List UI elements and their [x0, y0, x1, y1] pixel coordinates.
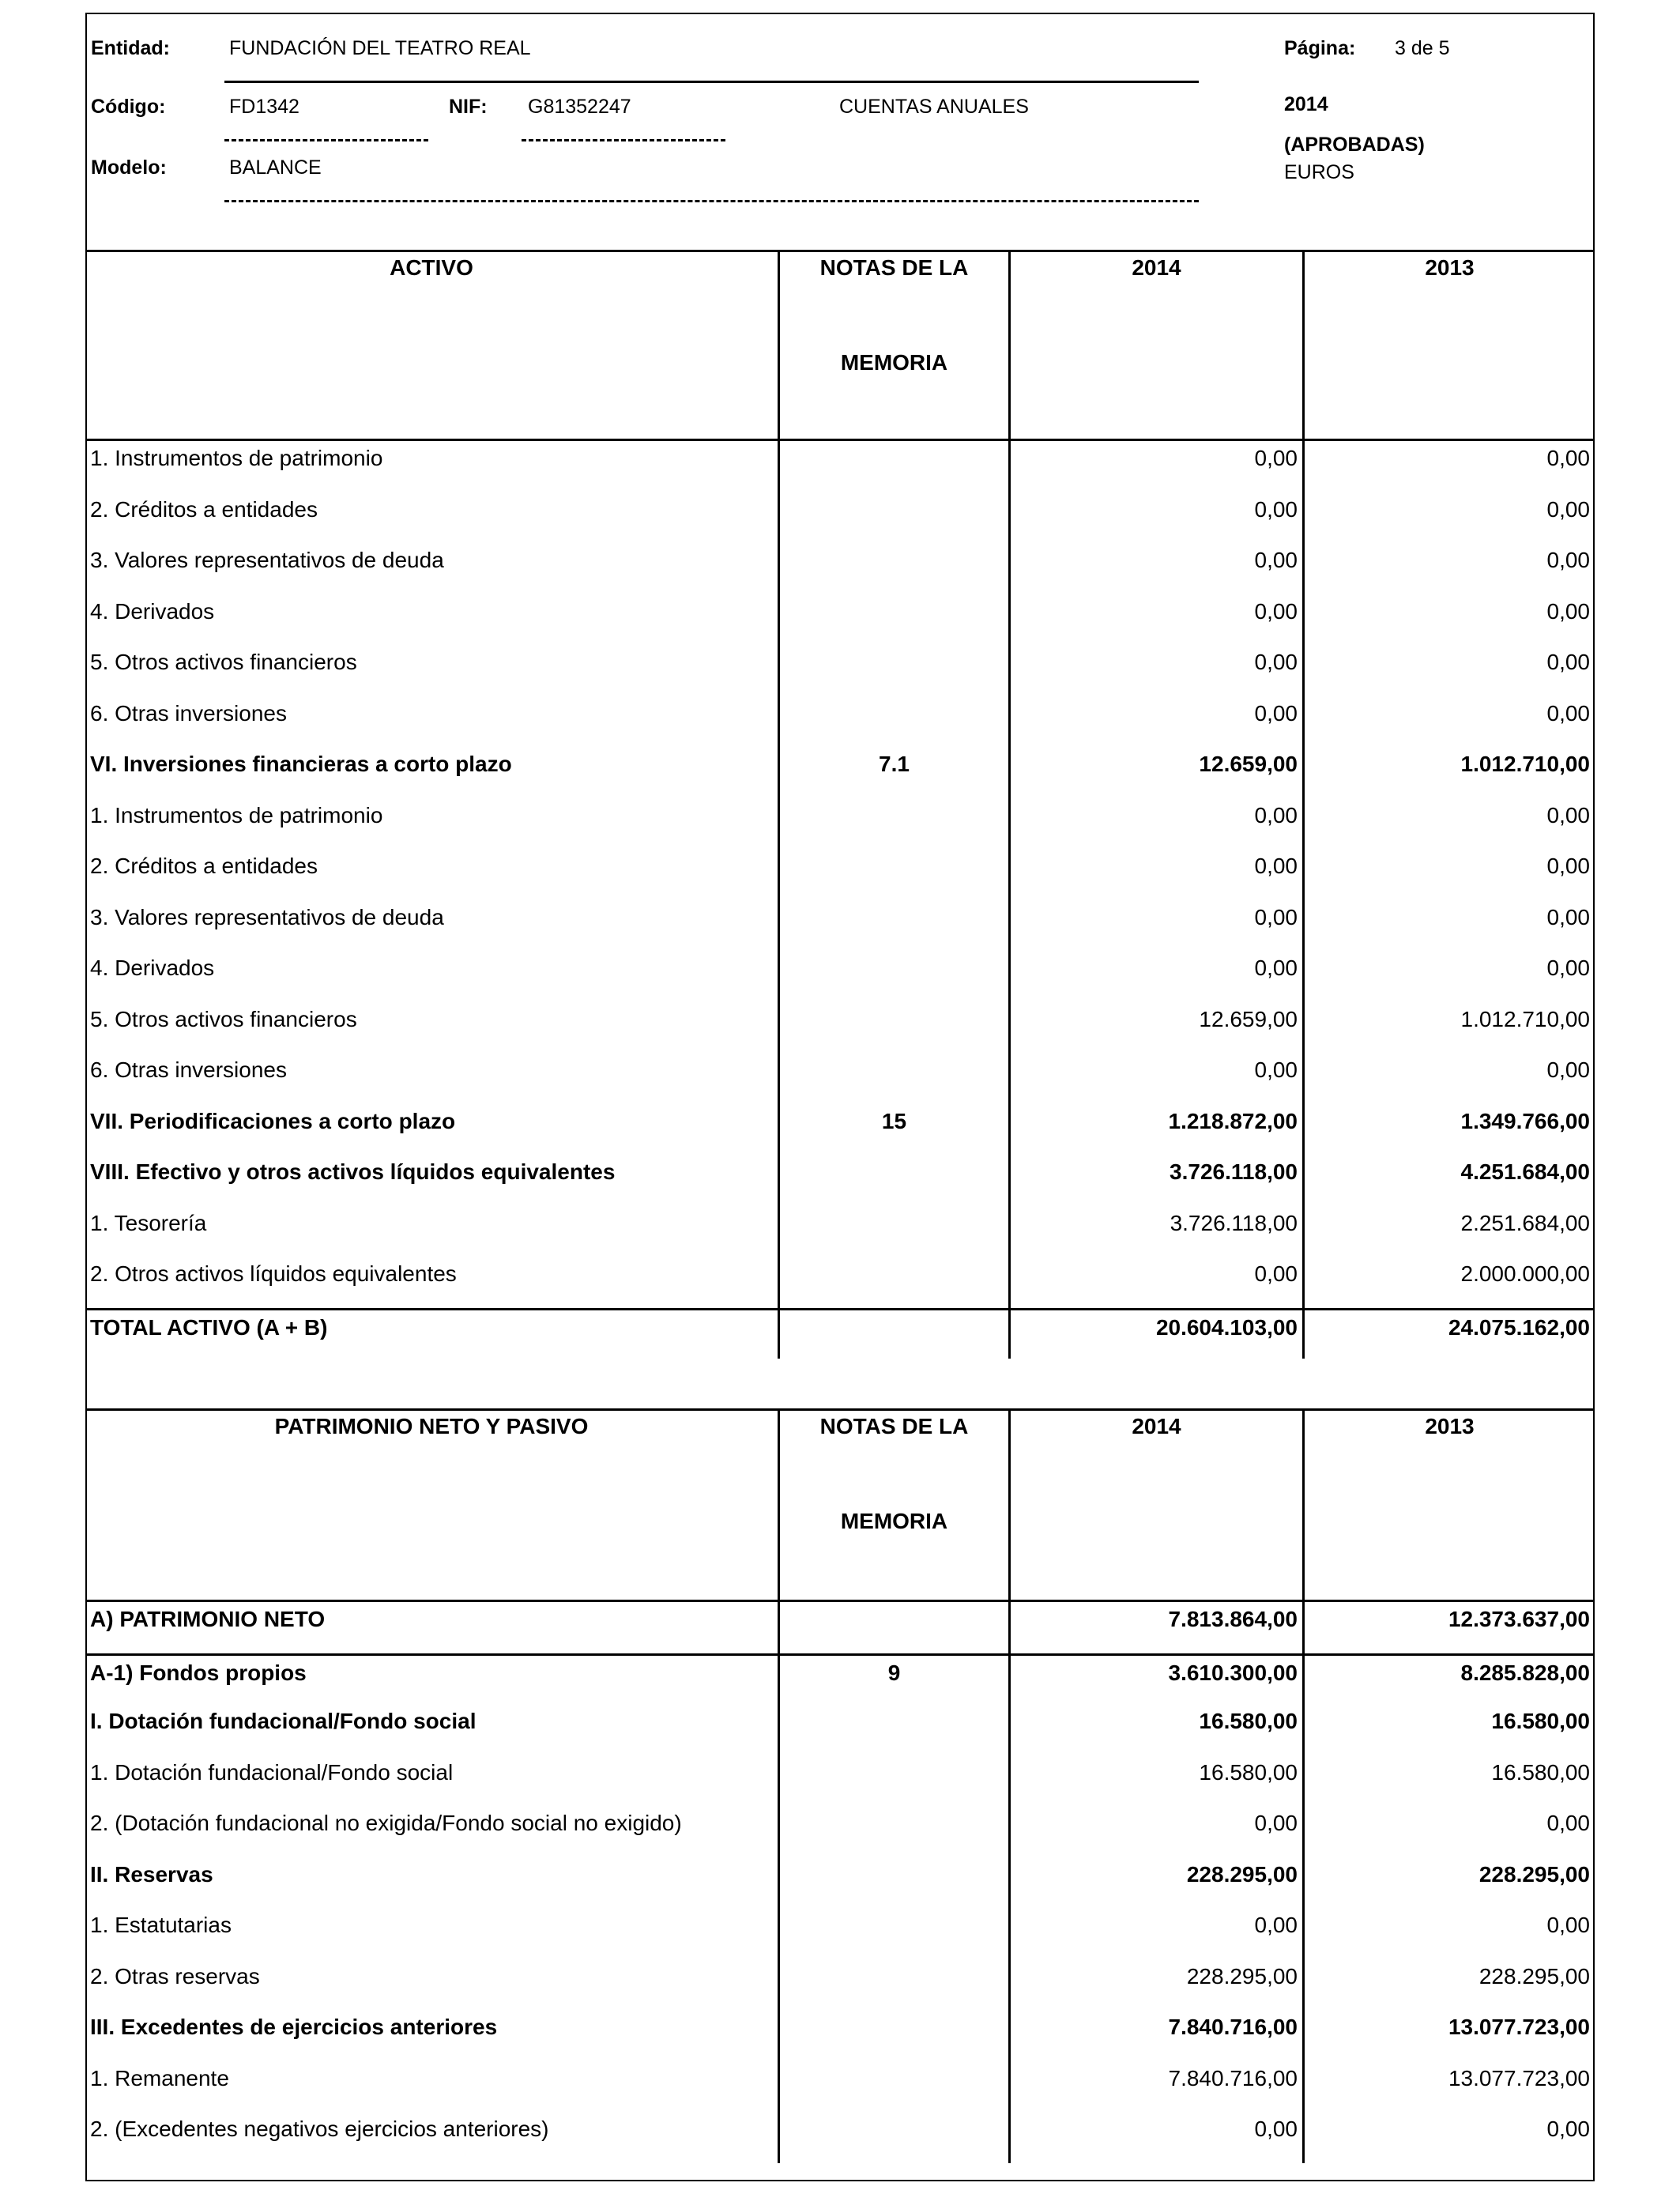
pasivo-cell-y2: 228.295,00 [1302, 1857, 1595, 1909]
activo-cell-y2: 0,00 [1302, 441, 1595, 492]
activo-cell-label: 2. Créditos a entidades [90, 854, 318, 878]
activo-cell-y2: 0,00 [1302, 951, 1595, 1002]
modelo-label: Modelo: [91, 156, 167, 179]
activo-cell-y1: 3.726.118,00 [1008, 1206, 1302, 1257]
activo-row [85, 543, 1595, 594]
activo-cell-y2: 4.251.684,00 [1302, 1155, 1595, 1206]
pasivo-cell-y1: 7.813.864,00 [1008, 1602, 1302, 1653]
section-spacer [85, 1359, 1595, 1411]
pasivo-row [85, 2061, 1595, 2113]
pasivo-cell-note [778, 2061, 1008, 2113]
activo-cell-y2: 2.000.000,00 [1302, 1257, 1595, 1308]
activo-notes-line2: MEMORIA [840, 350, 948, 375]
pasivo-notes-line2: MEMORIA [840, 1509, 948, 1533]
activo-cell-label: 2. Otros activos líquidos equivalentes [90, 1261, 457, 1286]
pasivo-cell-y2: 228.295,00 [1302, 1959, 1595, 2011]
pasivo-cell-label: 2. (Excedentes negativos ejercicios anteriores) [90, 2117, 549, 2141]
nif-underline [522, 139, 725, 141]
activo-row [85, 492, 1595, 544]
pasivo-row [85, 1653, 1595, 1705]
activo-cell-y1: 12.659,00 [1008, 1002, 1302, 1054]
pasivo-table [85, 1411, 1595, 2163]
pasivo-cell-y1: 16.580,00 [1008, 1704, 1302, 1755]
pasivo-cell-y1: 3.610.300,00 [1008, 1656, 1302, 1705]
activo-cell-label: 1. Tesorería [90, 1210, 207, 1235]
activo-cell-label: 5. Otros activos financieros [90, 650, 357, 674]
pasivo-cell-note [778, 1806, 1008, 1857]
activo-cell-label: VIII. Efectivo y otros activos líquidos equivalentes [90, 1159, 616, 1184]
nif-label: NIF: [449, 96, 488, 118]
pasivo-cell-y1: 0,00 [1008, 1908, 1302, 1959]
activo-cell-y2: 24.075.162,00 [1302, 1310, 1595, 1359]
pasivo-cell-note: 9 [778, 1656, 1008, 1705]
activo-cell-y2: 0,00 [1302, 696, 1595, 748]
codigo-label: Código: [91, 96, 166, 118]
activo-notes-line1: NOTAS DE LA [819, 255, 969, 280]
pasivo-row [85, 1602, 1595, 1653]
pasivo-cell-y2: 16.580,00 [1302, 1704, 1595, 1755]
pasivo-cell-note [778, 1857, 1008, 1909]
pasivo-row [85, 1908, 1595, 1959]
activo-row [85, 1104, 1595, 1155]
activo-cell-label: 6. Otras inversiones [90, 1057, 287, 1082]
pasivo-cell-y2: 12.373.637,00 [1302, 1602, 1595, 1653]
modelo-value: BALANCE [229, 156, 322, 179]
activo-row [85, 1206, 1595, 1257]
pasivo-header-label [85, 1411, 778, 1600]
pasivo-row [85, 2112, 1595, 2163]
activo-cell-note [778, 1053, 1008, 1104]
activo-cell-label: 1. Instrumentos de patrimonio [90, 802, 383, 827]
activo-cell-y1: 0,00 [1008, 900, 1302, 952]
activo-cell-label: 4. Derivados [90, 598, 215, 624]
activo-cell-y1: 0,00 [1008, 798, 1302, 850]
activo-header-2013 [1302, 252, 1595, 439]
pasivo-row [85, 1959, 1595, 2011]
pasivo-cell-label: 1. Estatutarias [90, 1913, 232, 1937]
activo-cell-y1: 12.659,00 [1008, 747, 1302, 798]
pasivo-header-2014 [1008, 1411, 1302, 1600]
activo-row [85, 645, 1595, 696]
activo-cell-label: 1. Instrumentos de patrimonio [90, 446, 383, 470]
activo-row [85, 1155, 1595, 1206]
activo-year2-text: 2013 [1425, 255, 1475, 280]
activo-cell-y1: 0,00 [1008, 1053, 1302, 1104]
activo-cell-note [778, 1310, 1008, 1359]
pasivo-cell-y1: 7.840.716,00 [1008, 2010, 1302, 2061]
pasivo-cell-y1: 0,00 [1008, 2112, 1302, 2163]
activo-row [85, 849, 1595, 900]
activo-row [85, 441, 1595, 492]
pasivo-cell-y2: 16.580,00 [1302, 1755, 1595, 1807]
document-type: CUENTAS ANUALES [839, 96, 1029, 118]
pasivo-cell-label: A-1) Fondos propios [90, 1660, 307, 1685]
activo-cell-label: TOTAL ACTIVO (A + B) [90, 1314, 328, 1340]
activo-cell-label: 4. Derivados [90, 956, 215, 980]
pasivo-row [85, 1704, 1595, 1755]
pasivo-year2-text: 2013 [1425, 1414, 1475, 1438]
pasivo-cell-note [778, 1602, 1008, 1653]
activo-cell-y2: 0,00 [1302, 849, 1595, 900]
activo-row [85, 798, 1595, 850]
activo-row [85, 1002, 1595, 1054]
activo-header-text: ACTIVO [390, 255, 473, 280]
activo-year1-text: 2014 [1132, 255, 1181, 280]
activo-header [85, 250, 1595, 441]
activo-cell-note [778, 696, 1008, 748]
activo-cell-label: VII. Periodificaciones a corto plazo [90, 1108, 456, 1133]
pasivo-row [85, 1806, 1595, 1857]
pasivo-notes-line1: NOTAS DE LA [819, 1414, 969, 1438]
activo-cell-y2: 1.012.710,00 [1302, 747, 1595, 798]
activo-cell-y1: 3.726.118,00 [1008, 1155, 1302, 1206]
balance-tables [85, 250, 1595, 2163]
activo-cell-y1: 20.604.103,00 [1008, 1310, 1302, 1359]
activo-cell-label: 5. Otros activos financieros [90, 1006, 357, 1031]
year-label: 2014 [1284, 93, 1328, 115]
activo-cell-y2: 2.251.684,00 [1302, 1206, 1595, 1257]
activo-row [85, 1308, 1595, 1359]
pasivo-cell-note [778, 1755, 1008, 1807]
activo-cell-note: 15 [778, 1104, 1008, 1155]
activo-row [85, 747, 1595, 798]
pasivo-cell-y1: 16.580,00 [1008, 1755, 1302, 1807]
activo-table [85, 250, 1595, 1359]
activo-cell-y2: 0,00 [1302, 594, 1595, 646]
activo-cell-y1: 0,00 [1008, 696, 1302, 748]
activo-row [85, 1257, 1595, 1308]
activo-row [85, 1053, 1595, 1104]
activo-row [85, 594, 1595, 646]
activo-row [85, 951, 1595, 1002]
pasivo-cell-y1: 228.295,00 [1008, 1959, 1302, 2011]
activo-header-2014 [1008, 252, 1302, 439]
activo-cell-label: 2. Créditos a entidades [90, 496, 318, 522]
activo-cell-label: 3. Valores representativos de deuda [90, 904, 444, 929]
pasivo-cell-y1: 228.295,00 [1008, 1857, 1302, 1909]
activo-cell-note [778, 951, 1008, 1002]
activo-cell-note [778, 1206, 1008, 1257]
activo-cell-y2: 0,00 [1302, 1053, 1595, 1104]
activo-cell-note [778, 492, 1008, 544]
pasivo-header-text: PATRIMONIO NETO Y PASIVO [274, 1414, 589, 1438]
pasivo-cell-label: III. Excedentes de ejercicios anteriores [90, 2015, 498, 2039]
activo-cell-y2: 1.012.710,00 [1302, 1002, 1595, 1054]
activo-cell-note [778, 441, 1008, 492]
currency-label: EUROS [1284, 161, 1354, 183]
pagina-label: Página: [1284, 37, 1356, 59]
activo-cell-note [778, 645, 1008, 696]
entidad-underline [224, 81, 1199, 83]
pasivo-cell-y2: 8.285.828,00 [1302, 1656, 1595, 1705]
pasivo-cell-note [778, 1704, 1008, 1755]
pasivo-rows [85, 1602, 1595, 2163]
pasivo-cell-note [778, 2010, 1008, 2061]
pasivo-header [85, 1411, 1595, 1602]
activo-cell-y1: 0,00 [1008, 1257, 1302, 1308]
codigo-underline [224, 139, 428, 141]
activo-cell-note: 7.1 [778, 747, 1008, 798]
pasivo-header-notes [778, 1411, 1008, 1600]
pasivo-row [85, 2010, 1595, 2061]
activo-cell-label: 3. Valores representativos de deuda [90, 548, 444, 572]
pasivo-cell-y2: 13.077.723,00 [1302, 2010, 1595, 2061]
activo-cell-y1: 0,00 [1008, 492, 1302, 544]
activo-cell-y2: 0,00 [1302, 798, 1595, 850]
activo-cell-y2: 1.349.766,00 [1302, 1104, 1595, 1155]
activo-header-label [85, 252, 778, 439]
pasivo-cell-label: I. Dotación fundacional/Fondo social [90, 1709, 477, 1733]
pasivo-cell-label: 1. Dotación fundacional/Fondo social [90, 1759, 454, 1785]
activo-cell-note [778, 1155, 1008, 1206]
pasivo-cell-label: II. Reservas [90, 1861, 213, 1887]
activo-header-notes [778, 252, 1008, 439]
pasivo-cell-label: 2. (Dotación fundacional no exigida/Fondo social no exigido) [90, 1811, 682, 1835]
activo-cell-label: VI. Inversiones financieras a corto plazo [90, 752, 512, 776]
activo-cell-y2: 0,00 [1302, 900, 1595, 952]
pasivo-cell-label: A) PATRIMONIO NETO [90, 1607, 326, 1631]
entidad-value: FUNDACIÓN DEL TEATRO REAL [229, 37, 531, 59]
pagina-value: 3 de 5 [1395, 37, 1450, 59]
status-label: (APROBADAS) [1284, 134, 1425, 156]
pasivo-cell-note [778, 2112, 1008, 2163]
pasivo-row [85, 1857, 1595, 1909]
pasivo-header-2013 [1302, 1411, 1595, 1600]
pasivo-row [85, 1755, 1595, 1807]
activo-cell-y1: 0,00 [1008, 543, 1302, 594]
activo-cell-y1: 1.218.872,00 [1008, 1104, 1302, 1155]
pasivo-year1-text: 2014 [1132, 1414, 1181, 1438]
activo-cell-note [778, 594, 1008, 646]
activo-row [85, 900, 1595, 952]
pasivo-cell-y2: 0,00 [1302, 1908, 1595, 1959]
activo-cell-note [778, 1257, 1008, 1308]
activo-cell-y1: 0,00 [1008, 441, 1302, 492]
activo-cell-y1: 0,00 [1008, 849, 1302, 900]
activo-cell-note [778, 798, 1008, 850]
pasivo-cell-label: 2. Otras reservas [90, 1963, 260, 1989]
activo-rows [85, 441, 1595, 1359]
pasivo-cell-y2: 0,00 [1302, 2112, 1595, 2163]
pasivo-cell-y2: 0,00 [1302, 1806, 1595, 1857]
pasivo-cell-y1: 7.840.716,00 [1008, 2061, 1302, 2113]
activo-cell-y2: 0,00 [1302, 645, 1595, 696]
pasivo-cell-note [778, 1959, 1008, 2011]
activo-cell-label: 6. Otras inversiones [90, 700, 287, 726]
activo-cell-note [778, 900, 1008, 952]
activo-cell-y1: 0,00 [1008, 951, 1302, 1002]
codigo-value: FD1342 [229, 96, 299, 118]
pasivo-cell-label: 1. Remanente [90, 2065, 229, 2090]
activo-cell-y1: 0,00 [1008, 594, 1302, 646]
activo-cell-note [778, 849, 1008, 900]
activo-cell-y2: 0,00 [1302, 543, 1595, 594]
activo-cell-y1: 0,00 [1008, 645, 1302, 696]
nif-value: G81352247 [528, 96, 631, 118]
pasivo-cell-y2: 13.077.723,00 [1302, 2061, 1595, 2113]
activo-cell-note [778, 543, 1008, 594]
activo-cell-y2: 0,00 [1302, 492, 1595, 544]
activo-row [85, 696, 1595, 748]
entidad-label: Entidad: [91, 37, 170, 59]
pasivo-cell-note [778, 1908, 1008, 1959]
pasivo-cell-y1: 0,00 [1008, 1806, 1302, 1857]
modelo-underline [224, 200, 1199, 202]
activo-cell-note [778, 1002, 1008, 1054]
